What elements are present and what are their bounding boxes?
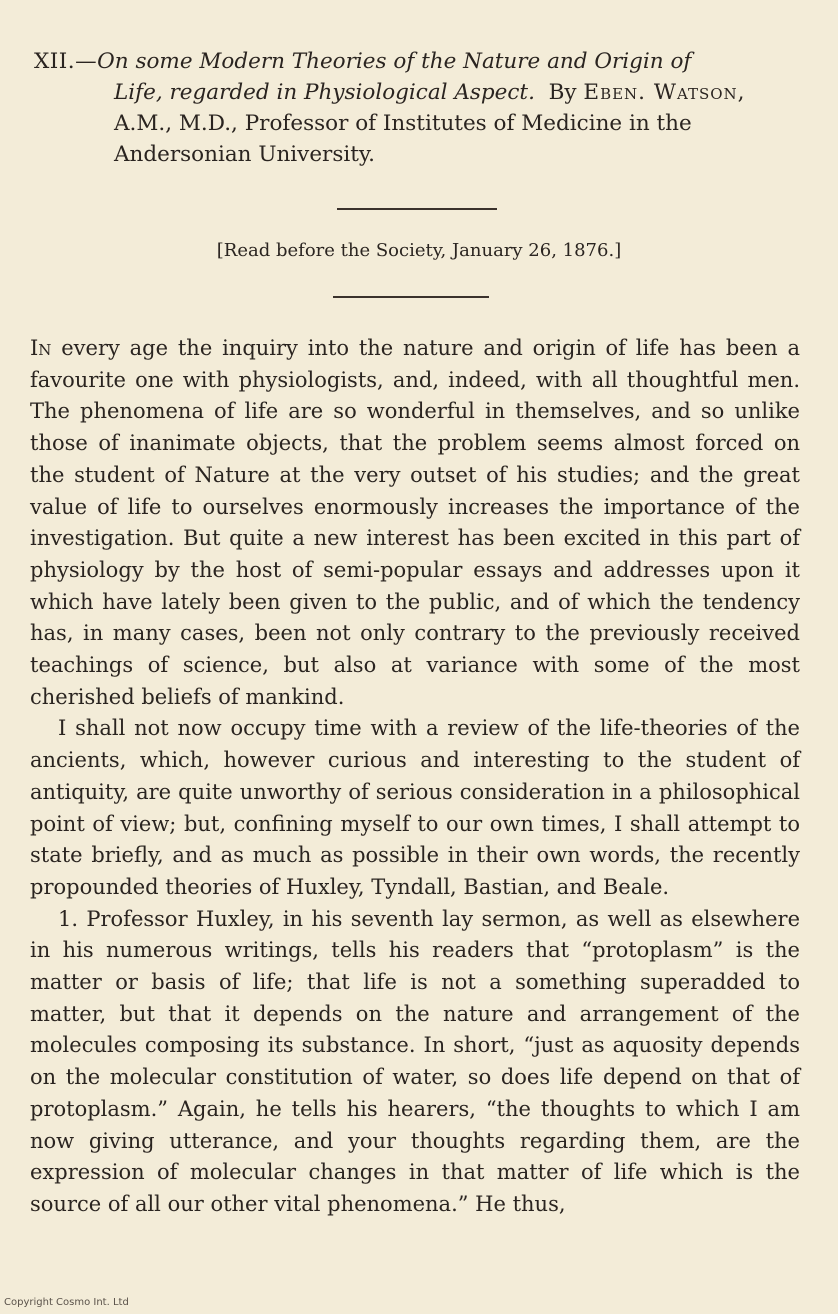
author-credentials: A.M., M.D., Professor of Institutes of Medicine in the xyxy=(114,111,692,136)
paragraph-2: I shall not now occupy time with a review of the life-theories of the ancients, which, however curious and interesting to the student of antiquity, are quite unworthy of serious consideration in a philosophical point of view; but, confining myself to our own times, I shall attempt to state briefly, and as much as possible in their own words, the recently propounded theories of Huxley, Tyndall, Bastian, and Beale. xyxy=(30,716,800,899)
paragraph-3: 1. Professor Huxley, in his seventh lay sermon, as well as elsewhere in his numerous writings, tells his readers that “protoplasm” is the matter or basis of life; that life is not a something superadded to matter, but that it depends on the nature and arrangement of the molecules composing its substance. In short, “just as aquosity depends on the molecular constitution of water, so does life depend on that of protoplasm.” Again, he tells his hearers, “the thoughts to which I am now giving utterance, and your thoughts regarding them, are the expression of molecular changes in that matter of life which is the source of all our other vital phenomena.” He thus, xyxy=(30,906,800,1216)
paragraph-1-text: every age the inquiry into the nature and origin of life has been a favourite one with physiologists, and, indeed, with all thoughtful men. The phenomena of life are so wonderful in themselves, and so unlike those of inanimate objects, that the problem seems almost forced on the student of Nature at the very outset of his studies; and the great value of life to ourselves enormously increases the importance of the investigation. But quite a new interest has been excited in this part of physiology by the host of semi-popular essays and addresses upon it which have lately been given to the public, and of which the tendency has, in many cases, been not only contrary to the previously received teachings of science, but also at variance with some of the most cherished beliefs of mankind. xyxy=(30,336,800,709)
byline-by: By xyxy=(548,80,577,105)
article-heading xyxy=(34,46,806,170)
copyright-watermark: Copyright Cosmo Int. Ltd xyxy=(4,1297,129,1308)
article-number: XII.— xyxy=(34,49,98,74)
heading-line2 xyxy=(34,77,806,108)
read-note: [Read before the Society, January 26, 1876.] xyxy=(216,240,622,261)
divider-rule-bottom xyxy=(333,296,489,298)
author-name: Eben. Watson, xyxy=(583,80,746,105)
author-institution: Andersonian University. xyxy=(114,142,376,167)
article-title-line2: Life, regarded in Physiological Aspect. xyxy=(114,80,535,105)
paragraph-1 xyxy=(30,333,800,713)
divider-rule-top xyxy=(337,208,497,210)
article-title-line1: On some Modern Theories of the Nature and Origin of xyxy=(97,49,692,74)
paragraph-1-lead: In xyxy=(30,336,52,360)
article-body xyxy=(30,333,800,1221)
